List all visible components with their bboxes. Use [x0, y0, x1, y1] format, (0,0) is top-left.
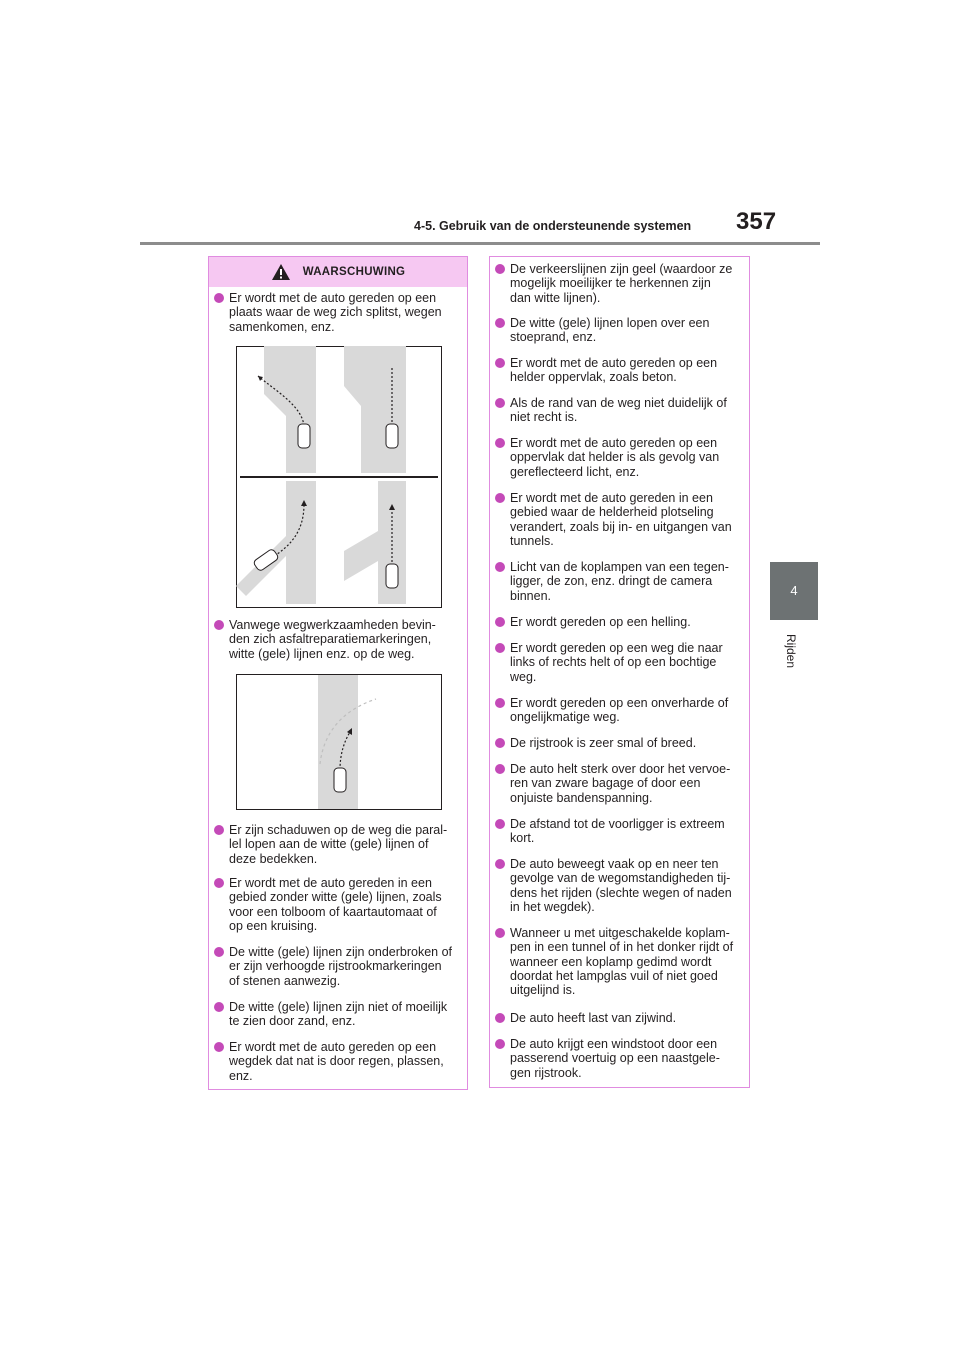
bullet-icon	[495, 264, 505, 274]
warning-header	[209, 257, 467, 287]
list-item-text: Er wordt met de auto gereden in een gebied waar de helderheid plotseling verandert, zoals bij in- en uitgangen van tunnels.	[510, 491, 732, 548]
road-split-merge-figure	[236, 346, 442, 608]
bullet-icon	[495, 819, 505, 829]
list-item-text: Er wordt gereden op een helling.	[510, 615, 691, 629]
bullet-icon	[495, 1039, 505, 1049]
list-item-text: De afstand tot de voorligger is extreem kort.	[510, 817, 725, 846]
list-item-text: Licht van de koplampen van een tegen- ligger, de zon, enz. dringt de camera binnen.	[510, 560, 729, 603]
list-item	[214, 1040, 444, 1083]
list-item-text: Vanwege wegwerkzaamheden bevin- den zich asfaltreparatiemarkeringen, witte (gele) lijnen enz. op de weg.	[229, 618, 436, 661]
bullet-icon	[214, 620, 224, 630]
bullet-icon	[495, 738, 505, 748]
bullet-icon	[495, 318, 505, 328]
list-item-text: De auto heeft last van zijwind.	[510, 1011, 677, 1025]
list-item	[214, 291, 442, 334]
bullet-icon	[495, 493, 505, 503]
list-item	[495, 262, 732, 305]
list-item	[495, 560, 729, 603]
page-number: 357	[736, 208, 777, 235]
bullet-icon	[495, 398, 505, 408]
list-item-text: De auto beweegt vaak op en neer ten gevolge van de wegomstandigheden tij- dens het rijden (slechte wegen of naden in het wegdek).	[510, 857, 732, 914]
list-item-text: De witte (gele) lijnen zijn niet of moeilijk te zien door zand, enz.	[229, 1000, 448, 1029]
section-title: 4-5. Gebruik van de ondersteunende systemen	[414, 219, 692, 233]
bullet-icon	[214, 947, 224, 957]
car	[334, 768, 346, 792]
list-item-text: Er wordt gereden op een onverharde of ongelijkmatige weg.	[510, 696, 729, 725]
list-item	[495, 356, 717, 385]
bullet-icon	[214, 1042, 224, 1052]
list-item	[495, 736, 696, 750]
bullet-icon	[495, 617, 505, 627]
list-item	[495, 926, 733, 997]
list-item	[214, 876, 442, 933]
repair-markings-figure	[236, 674, 442, 810]
list-item-text: Als de rand van de weg niet duidelijk of niet recht is.	[510, 396, 727, 425]
warning-icon	[271, 263, 291, 281]
list-item	[495, 857, 732, 914]
list-item-text: De verkeerslijnen zijn geel (waardoor ze mogelijk moeilijker te herkennen zijn dan witte lijnen).	[510, 262, 733, 305]
bullet-icon	[495, 764, 505, 774]
bullet-icon	[214, 878, 224, 888]
car	[386, 424, 398, 448]
warning-title: WAARSCHUWING	[302, 266, 406, 278]
list-item-text: Wanneer u met uitgeschakelde koplam- pen in een tunnel of in het donker rijdt of wanneer een koplamp gedimd wordt doordat het lampglas vuil of niet goed uitgelijnd is.	[510, 926, 734, 998]
bullet-icon	[495, 643, 505, 653]
list-item-text: De witte (gele) lijnen lopen over een stoeprand, enz.	[510, 316, 710, 345]
list-item	[495, 817, 725, 846]
list-item	[495, 491, 732, 548]
bullet-icon	[495, 698, 505, 708]
list-item	[214, 945, 452, 988]
list-item	[495, 615, 691, 629]
list-item	[214, 1000, 447, 1029]
bullet-icon	[495, 1013, 505, 1023]
list-item-text: Er zijn schaduwen op de weg die paral- lel lopen aan de witte (gele) lijnen of deze bedekken.	[229, 823, 448, 866]
car	[298, 424, 310, 448]
bullet-icon	[214, 293, 224, 303]
bullet-icon	[214, 1002, 224, 1012]
chapter-tab: 4	[770, 562, 818, 620]
list-item-text: De witte (gele) lijnen zijn onderbroken of er zijn verhoogde rijstrookmarkeringen of stenen aanwezig.	[229, 945, 453, 988]
list-item-text: De auto krijgt een windstoot door een passerend voertuig op een naastgele- gen rijstrook.	[510, 1037, 720, 1080]
list-item-text: Er wordt gereden op een weg die naar links of rechts helt of op een bochtige weg.	[510, 641, 723, 684]
bullet-icon	[495, 859, 505, 869]
list-item-text: Er wordt met de auto gereden op een plaats waar de weg zich splitst, wegen samenkomen, enz.	[229, 291, 442, 334]
list-item	[495, 396, 727, 425]
header-divider	[140, 242, 820, 245]
bullet-icon	[495, 562, 505, 572]
bullet-icon	[495, 358, 505, 368]
list-item	[495, 696, 728, 725]
list-item	[214, 823, 447, 866]
list-item	[495, 1011, 676, 1025]
bullet-icon	[495, 928, 505, 938]
list-item-text: Er wordt met de auto gereden op een helder oppervlak, zoals beton.	[510, 356, 718, 385]
chapter-label: Rijden	[784, 634, 798, 669]
list-item	[495, 436, 719, 479]
list-item-text: Er wordt met de auto gereden in een gebied zonder witte (gele) lijnen, zoals voor een tolboom of kaartautomaat of op een kruising.	[229, 876, 442, 933]
car	[386, 564, 398, 588]
list-item	[495, 641, 723, 684]
list-item	[495, 762, 730, 805]
bullet-icon	[495, 438, 505, 448]
list-item	[495, 1037, 720, 1080]
bullet-icon	[214, 825, 224, 835]
list-item-text: De auto helt sterk over door het vervoe- ren van zware bagage of door een onjuiste bandenspanning.	[510, 762, 731, 805]
list-item-text: Er wordt met de auto gereden op een wegdek dat nat is door regen, plassen, enz.	[229, 1040, 444, 1083]
list-item	[495, 316, 709, 345]
list-item	[214, 618, 436, 661]
list-item-text: Er wordt met de auto gereden op een oppervlak dat helder is als gevolg van gereflecteerd licht, enz.	[510, 436, 720, 479]
list-item-text: De rijstrook is zeer smal of breed.	[510, 736, 697, 750]
